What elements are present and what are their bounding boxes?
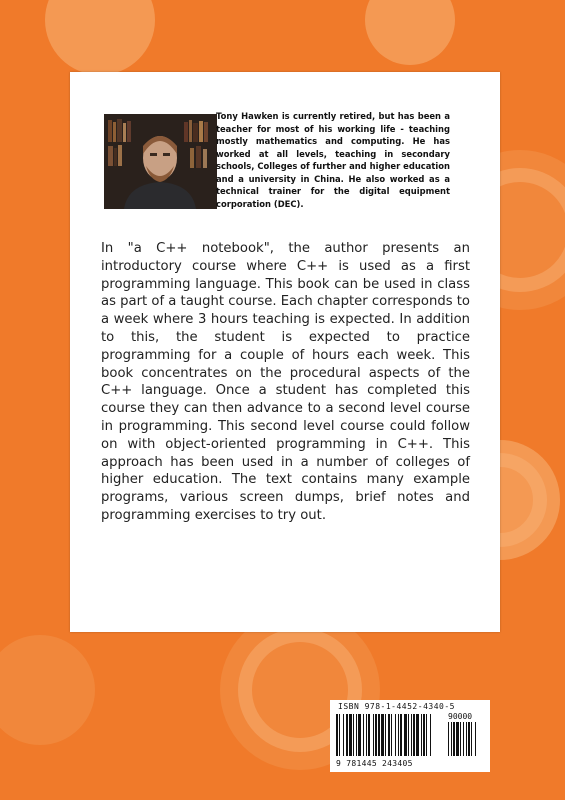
- barcode-stripe: [358, 714, 361, 756]
- price-barcode-stripe: [471, 722, 472, 756]
- barcode-stripe: [388, 714, 390, 756]
- barcode-stripe: [373, 714, 374, 756]
- barcode-stripe: [413, 714, 415, 756]
- barcode-stripe: [336, 714, 338, 756]
- isbn-barcode: [330, 700, 490, 772]
- price-barcode-stripe: [456, 722, 459, 756]
- barcode-stripe: [426, 714, 427, 756]
- price-barcode-stripe: [466, 722, 467, 756]
- book-description: In "a C++ notebook", the author presents an introductory course where C++ is used as a first programming language. This book can be used in class as part of a taught course. Each chapter corresponds to a week where 3 hours teaching is expected. In addition to this, the student is expected to practice programming for a couple of hours each week. This book concentrates on the procedural aspects of the C++ language. Once a student has completed this course they can then advance to a second level course in programming. This second level course could follow on with object-oriented programming in C++. This approach has been used in a number of colleges of higher education. The text contains many example programs, various screen dumps, brief notes and programming exercises to try out.: [101, 241, 470, 523]
- barcode-stripe: [385, 714, 386, 756]
- barcode-stripe: [398, 714, 399, 756]
- barcode-stripe: [395, 714, 396, 756]
- price-barcode-stripe: [460, 722, 461, 756]
- barcode-stripe: [408, 714, 409, 756]
- author-portrait-icon: [104, 114, 217, 209]
- back-cover-text-panel: [70, 72, 500, 632]
- barcode-stripe: [423, 714, 425, 756]
- barcode-stripe: [416, 714, 419, 756]
- ean-digits: 9 781445 243405: [336, 759, 413, 768]
- barcode-stripe: [400, 714, 402, 756]
- price-barcode-stripe: [453, 722, 455, 756]
- isbn-number: ISBN 978-1-4452-4340-5: [338, 702, 455, 711]
- barcode-stripe: [391, 714, 392, 756]
- price-barcode-stripe: [463, 722, 464, 756]
- price-barcode-stripe: [475, 722, 476, 756]
- barcode-stripe: [381, 714, 384, 756]
- barcode-stripe: [339, 714, 340, 756]
- barcode-stripe: [353, 714, 354, 756]
- price-barcode-stripe: [451, 722, 452, 756]
- barcode-stripe: [411, 714, 412, 756]
- barcode-stripe: [366, 714, 367, 756]
- barcode-stripe: [378, 714, 380, 756]
- price-barcode-stripe: [468, 722, 470, 756]
- barcode-stripe: [375, 714, 377, 756]
- price-barcode-stripe: [448, 722, 449, 756]
- price-code: 90000: [448, 712, 473, 721]
- barcode-stripe: [363, 714, 364, 756]
- author-photo: [104, 114, 217, 209]
- barcode-stripe: [430, 714, 431, 756]
- barcode-stripe: [421, 714, 422, 756]
- barcode-stripe: [356, 714, 357, 756]
- barcode-stripe: [368, 714, 370, 756]
- barcode-stripe: [404, 714, 407, 756]
- barcode-stripe: [349, 714, 352, 756]
- author-bio: Tony Hawken is currently retired, but has been a teacher for most of his working life - teaching mostly mathematics and computing. He has worked at all levels, teaching in secondary schools, Colleges of further and higher education and a university in China. He also worked as a technical trainer for the digital equipment corporation (DEC).: [216, 111, 450, 209]
- barcode-stripe: [346, 714, 348, 756]
- barcode-stripe: [343, 714, 344, 756]
- barcode-bars: [330, 710, 490, 760]
